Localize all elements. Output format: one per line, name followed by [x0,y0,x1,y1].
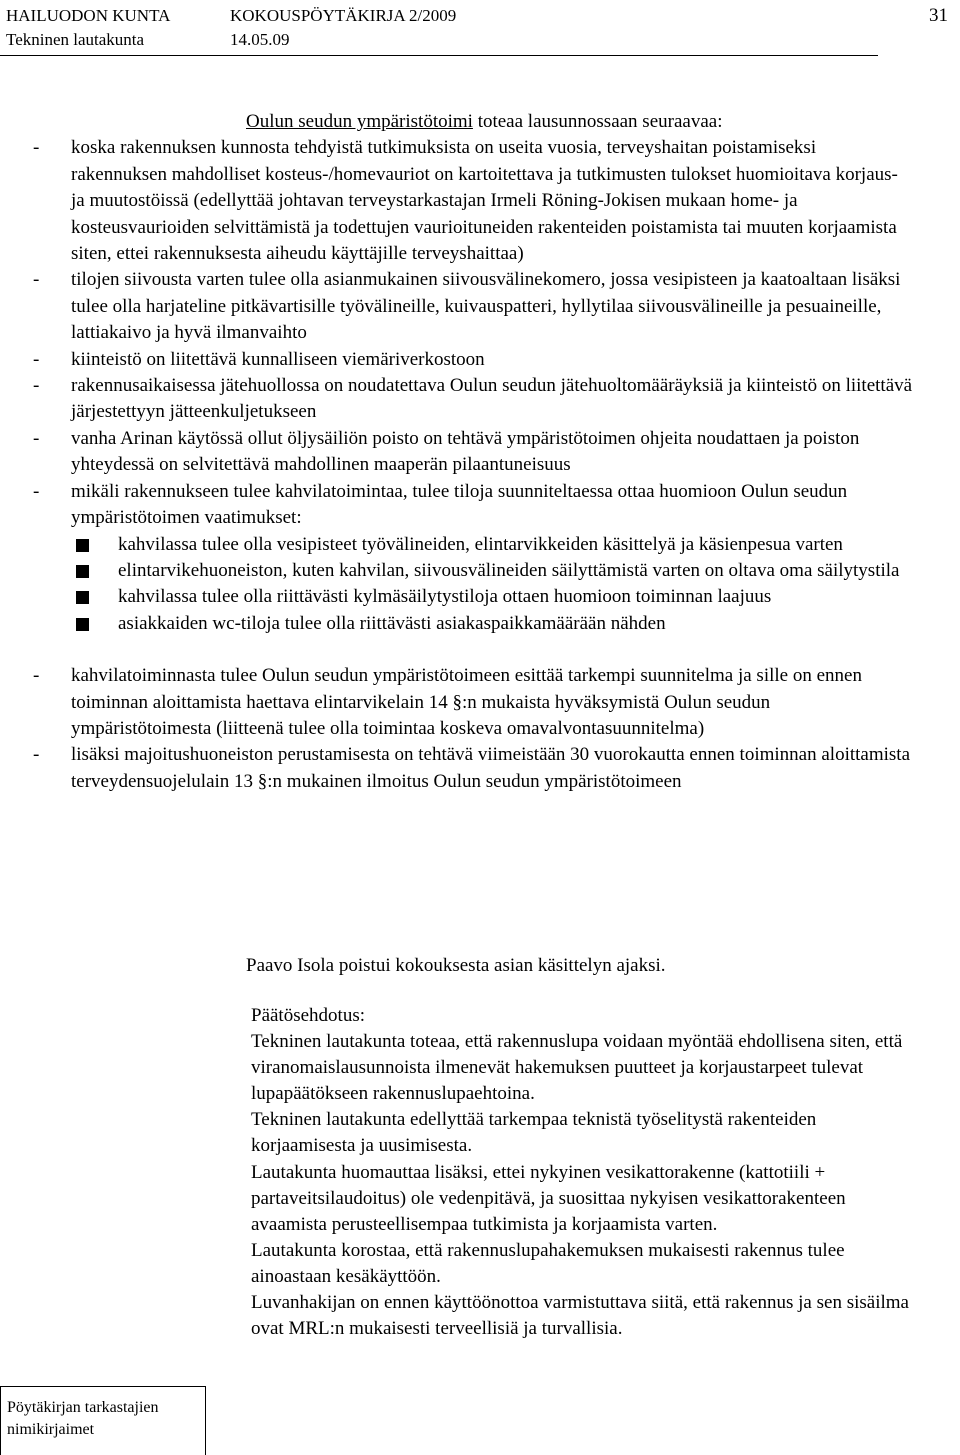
list-item [33,347,913,373]
sub-list-item [33,532,913,558]
sub-list-item [33,611,913,637]
sub-list-item-text: kahvilassa tulee olla vesipisteet työvälineiden, elintarvikkeiden käsittelyä ja käsienpesua varten [118,533,843,555]
dash-bullet: - [33,665,40,687]
dash-bullet: - [33,480,40,502]
list-item [33,373,913,426]
recusal-note: Paavo Isola poistui kokouksesta asian käsittelyn ajaksi. [246,955,666,976]
dash-bullet: - [33,744,40,766]
sub-list-item [33,584,913,610]
decision-paragraph: Tekninen lautakunta edellyttää tarkempaa teknistä työselitystä rakenteiden korjaamisesta ja uusimisesta. [251,1109,817,1157]
list-item [33,742,913,795]
municipality-name: HAILUODON KUNTA [6,6,171,25]
committee-name: Tekninen lautakunta [6,30,145,49]
dash-bullet: - [33,348,40,370]
list-item-text: mikäli rakennukseen tulee kahvilatoimintaa, tulee tiloja suunniteltaessa ottaa huomioon Oulun seudun ympäristötoimen vaatimukset: [71,480,848,529]
list-item [33,267,913,346]
square-bullet-icon [76,539,89,552]
statement-section [33,109,913,795]
header-divider [0,55,878,56]
sub-list-item [33,558,913,584]
signature-label: Pöytäkirjan tarkastajien [7,1399,159,1416]
dash-bullet: - [33,427,40,449]
list-item-text: lisäksi majoitushuoneiston perustamisesta on tehtävä viimeistään 30 vuorokautta ennen toiminnan aloittamista terveydensuojelulain 13 §:n mukainen ilmoitus Oulun seudun ympäristötoimeen [71,744,910,792]
signature-box [0,1386,206,1455]
square-bullet-icon [76,565,89,578]
dash-bullet: - [33,269,40,291]
list-item-text: koska rakennuksen kunnosta tehdyistä tutkimuksista on useita vuosia, terveyshaitan poistamiseksi rakennuksen mahdolliset kosteus-/homevauriot on kartoitettava ja tutkimusten tulokset huomioitava korjaus- ja muutostöissä (edellyttää johtavan terveystarkastajan Irmeli Röning-Jokisen mukaan home- ja kosteusvaurioiden selvittämistä ja todettujen vaurioituneiden rakenteiden poistamista tai muuten korjaamista siten, ettei rakennuksesta aiheudu käyttäjille terveyshaittaa) [71,137,898,265]
dash-bullet: - [33,375,40,397]
decision-paragraph: Lautakunta huomauttaa lisäksi, ettei nykyinen vesikattorakenne (kattotiili + partaveitsilaudoitus) ole vedenpitävä, ja suosittaa nykyisen vesikattorakenteen avaamista perusteellisempaa tutkimista ja korjaamista varten. [251,1161,846,1235]
document-title: KOKOUSPÖYTÄKIRJA 2/2009 [230,6,457,25]
list-item-text: rakennusaikaisessa jätehuollossa on noudatettava Oulun seudun jätehuoltomääräyksiä ja kiinteistö on liitettävä järjestettyyn jätteenkuljetukseen [71,375,913,423]
list-item [33,135,913,267]
decision-heading: Päätösehdotus: [251,1005,365,1026]
square-bullet-icon [76,591,89,604]
list-item [33,426,913,479]
page-number: 31 [929,5,948,26]
list-item-text: vanha Arinan käytössä ollut öljysäiliön poisto on tehtävä ympäristötoimen ohjeita noudattaen ja poiston yhteydessä on selvitettävä mahdollinen maaperän pilaantuneisuus [71,427,860,476]
sub-list-item-text: elintarvikehuoneiston, kuten kahvilan, siivousvälineiden säilyttämistä varten on oltava oma säilytystila [118,559,900,581]
decision-paragraph: Lautakunta korostaa, että rakennuslupahakemuksen mukaisesti rakennus tulee ainoastaan kesäkäyttöön. [251,1239,845,1287]
list-item-text: tilojen siivousta varten tulee olla asianmukainen siivousvälinekomero, jossa vesipisteen ja kaatoaltaan lisäksi tulee olla harjateline pitkävartisille työvälineille, kuivauspatteri, hyllytilaa siivousvälineille ja pesuaineille, lattiakaivo ja hyvä ilmanvaihto [71,269,901,344]
list-item [33,479,913,532]
square-bullet-icon [76,618,89,631]
sub-list-item-text: kahvilassa tulee olla riittävästi kylmäsäilytystiloja ottaen huomioon toiminnan laajuus [118,586,772,608]
decision-paragraph: Luvanhakijan on ennen käyttöönottoa varmistuttava siitä, että rakennus ja sen sisäilma ovat MRL:n mukaisesti terveellisiä ja turvallisia. [251,1292,909,1340]
list-item [33,663,913,742]
intro-text: toteaa lausunnossaan seuraavaa: [472,111,723,132]
list-item-text: kiinteistö on liitettävä kunnalliseen viemäriverkostoon [71,348,485,370]
statement-intro [33,109,913,135]
meeting-date: 14.05.09 [230,30,290,49]
dash-bullet: - [33,137,40,159]
authority-name: Oulun seudun ympäristötoimi [246,111,473,132]
list-item-text: kahvilatoiminnasta tulee Oulun seudun ympäristötoimeen esittää tarkempi suunnitelma ja sille on ennen toiminnan aloittamista haettava elintarvikelain 14 §:n mukaista hyväksymistä Oulun seudun ympäristötoimesta (liitteenä tulee olla toimintaa koskeva omavalvontasuunnitelma) [71,665,862,739]
sub-list-item-text: asiakkaiden wc-tiloja tulee olla riittävästi asiakaspaikkamäärään nähden [118,612,666,634]
decision-proposal [251,1003,911,1342]
spacer [33,637,913,663]
decision-paragraph: Tekninen lautakunta toteaa, että rakennuslupa voidaan myöntää ehdollisena siten, että viranomaislausunnoista ilmenevät hakemuksen puutteet ja korjaustarpeet tulevat lupapäätökseen rakennuslupaehtoina. [251,1031,903,1105]
signature-sublabel: nimikirjaimet [7,1421,95,1438]
